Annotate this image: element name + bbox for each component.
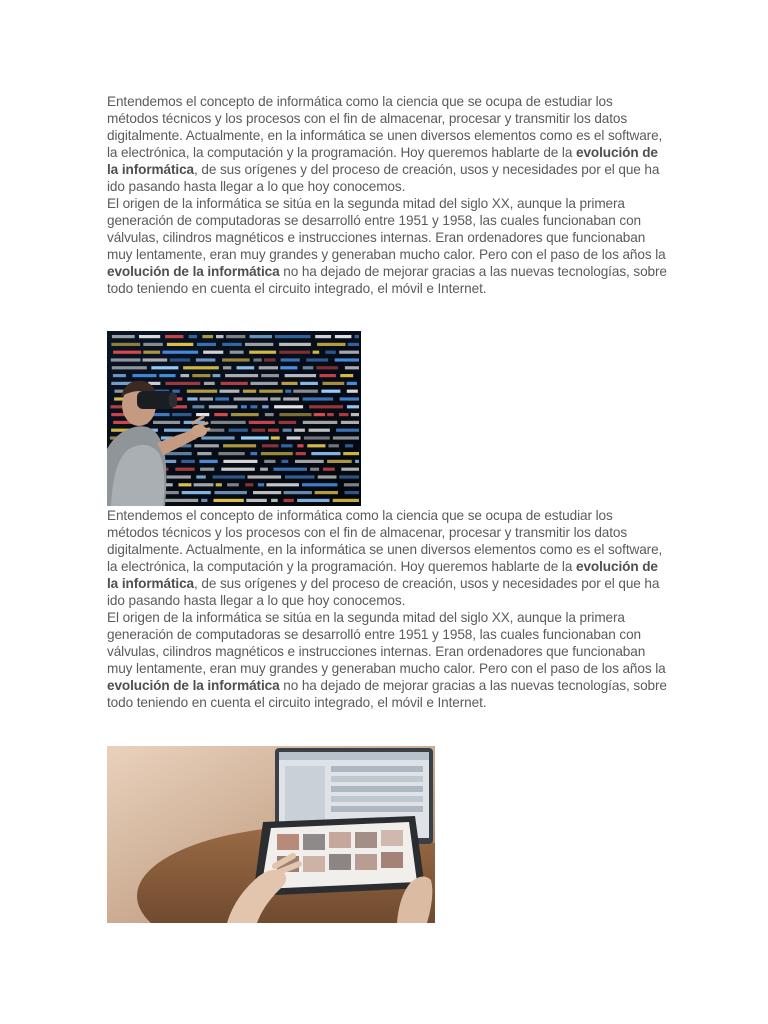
code-token	[222, 358, 250, 361]
code-token	[355, 335, 359, 338]
code-token	[297, 499, 329, 502]
code-token	[347, 405, 359, 408]
code-token	[347, 390, 358, 393]
bold-phrase: evolución de la informática	[107, 145, 658, 177]
code-token	[315, 335, 331, 338]
code-token	[179, 483, 192, 486]
code-token	[253, 358, 261, 361]
code-token	[340, 397, 359, 400]
code-token	[351, 413, 359, 416]
code-token	[213, 374, 221, 377]
code-token	[315, 491, 338, 494]
code-token	[251, 405, 258, 408]
code-token	[345, 366, 359, 369]
code-token	[344, 483, 359, 486]
code-token	[271, 436, 280, 439]
code-token	[216, 335, 224, 338]
code-token	[143, 358, 168, 361]
code-token	[264, 358, 276, 361]
code-token	[245, 483, 253, 486]
code-token	[199, 460, 217, 463]
code-token	[336, 429, 359, 432]
code-token	[284, 491, 312, 494]
bold-phrase: evolución de la informática	[107, 559, 658, 591]
code-token	[234, 397, 268, 400]
code-token	[209, 405, 238, 408]
code-token	[339, 351, 359, 354]
bold-phrase: evolución de la informática	[107, 678, 280, 693]
code-token	[163, 351, 199, 354]
code-token	[172, 413, 191, 416]
paragraph-text: Entendemos el concepto de informática como la ciencia que se ocupa de estudiar los métodos técnicos y los procesos con el fin de almacenar, procesar y transmitir los datos digitalmente. Actualmente, en la informática se unen diversos elementos como es el software, la electrónica, la computación y la programación. Hoy queremos hablarte de la	[107, 94, 663, 160]
code-token	[215, 491, 247, 494]
paragraph-text: El origen de la informática se sitúa en la segunda mitad del siglo XX, aunque la primera generación de computadoras se desarrolló entre 1951 y 1958, las cuales funcionaban con válvulas, cilindros magnéticos e instrucciones internas. Eran ordenadores que funcionaban muy lentamente, eran muy grandes y generaban mucho calor. Pero con el paso de los años la	[107, 196, 666, 262]
code-token	[111, 343, 140, 346]
code-token	[274, 405, 303, 408]
code-token	[303, 397, 334, 400]
code-token	[310, 468, 319, 471]
code-token	[253, 491, 281, 494]
code-token	[258, 483, 264, 486]
code-token	[189, 335, 197, 338]
code-token	[213, 475, 245, 478]
code-token	[181, 374, 190, 377]
photo-tablet-hands	[107, 746, 435, 923]
code-token	[320, 374, 336, 377]
bold-phrase: evolución de la informática	[107, 264, 280, 279]
code-token	[260, 468, 268, 471]
code-token	[341, 421, 359, 424]
code-token	[271, 499, 278, 502]
code-token	[113, 351, 141, 354]
code-token	[196, 475, 206, 478]
code-token	[281, 358, 300, 361]
tablet-illustration	[107, 746, 435, 923]
code-token	[327, 460, 352, 463]
code-token	[231, 413, 259, 416]
code-token	[249, 351, 276, 354]
code-token	[279, 343, 311, 346]
code-token	[223, 460, 257, 463]
code-token	[113, 374, 126, 377]
code-token	[264, 460, 275, 463]
paragraph-text: no ha dejado de mejorar gracias a las nuevas tecnologías, sobre todo teniendo en cuenta el circuito integrado, el móvil e Internet.	[107, 264, 667, 296]
code-token	[216, 483, 222, 486]
code-token	[261, 452, 293, 455]
code-token	[295, 460, 324, 463]
code-token	[262, 444, 279, 447]
code-token	[309, 429, 330, 432]
code-token	[202, 335, 213, 338]
code-token	[309, 405, 343, 408]
code-token	[261, 374, 279, 377]
code-token	[268, 429, 279, 432]
code-token	[165, 382, 200, 385]
text-block-2	[107, 507, 667, 711]
code-token	[318, 475, 337, 478]
code-token	[248, 475, 282, 478]
code-token	[303, 366, 314, 369]
code-token	[182, 491, 211, 494]
code-token	[293, 390, 318, 393]
code-token	[325, 351, 335, 354]
code-token	[333, 499, 359, 502]
paragraph-text: El origen de la informática se sitúa en la segunda mitad del siglo XX, aunque la primera generación de computadoras se desarrolló entre 1951 y 1958, las cuales funcionaban con válvulas, cilindros magnéticos e instrucciones internas. Eran ordenadores que funcionaban muy lentamente, eran muy grandes y generaban mucho calor. Pero con el paso de los años la	[107, 610, 666, 676]
code-token	[181, 460, 195, 463]
code-token	[221, 468, 255, 471]
code-token	[262, 405, 269, 408]
paragraph-origin	[107, 609, 667, 711]
code-token	[192, 374, 210, 377]
code-token	[297, 444, 303, 447]
code-token	[143, 343, 163, 346]
code-token	[139, 335, 160, 338]
code-token	[339, 413, 349, 416]
code-token	[170, 358, 190, 361]
code-token	[200, 397, 213, 400]
code-token	[251, 452, 258, 455]
code-token	[345, 444, 353, 447]
code-token	[241, 436, 269, 439]
code-token	[283, 429, 292, 432]
code-token	[280, 366, 297, 369]
code-token	[345, 491, 360, 494]
paragraph-text: no ha dejado de mejorar gracias a las nuevas tecnologías, sobre todo teniendo en cuenta el circuito integrado, el móvil e Internet.	[107, 678, 667, 710]
code-token	[259, 366, 278, 369]
code-token	[287, 436, 301, 439]
code-token	[294, 429, 305, 432]
code-token	[196, 358, 216, 361]
code-token	[167, 475, 191, 478]
code-token	[281, 444, 292, 447]
code-vr-illustration	[107, 331, 361, 506]
code-token	[279, 421, 297, 424]
code-token	[275, 335, 311, 338]
text-block-1	[107, 93, 667, 297]
code-token	[151, 366, 178, 369]
paragraph-text: Entendemos el concepto de informática como la ciencia que se ocupa de estudiar los métodos técnicos y los procesos con el fin de almacenar, procesar y transmitir los datos digitalmente. Actualmente, en la informática se unen diversos elementos como es el software, la electrónica, la computación y la programación. Hoy queremos hablarte de la	[107, 508, 663, 574]
photo-code-vr	[107, 331, 361, 506]
code-token	[296, 452, 306, 455]
code-token	[313, 351, 320, 354]
code-token	[133, 374, 157, 377]
code-token	[265, 413, 274, 416]
code-token	[285, 374, 317, 377]
code-token	[203, 351, 223, 354]
code-token	[112, 335, 135, 338]
code-token	[211, 421, 246, 424]
code-token	[164, 429, 192, 432]
code-token	[175, 468, 194, 471]
code-token	[311, 452, 340, 455]
code-token	[187, 390, 217, 393]
code-token	[204, 382, 215, 385]
code-token	[197, 343, 216, 346]
code-token	[329, 444, 339, 447]
code-token	[285, 475, 315, 478]
code-token	[214, 499, 244, 502]
code-token	[172, 390, 180, 393]
paragraph-definition	[107, 507, 667, 609]
code-token	[112, 366, 147, 369]
paragraph-origin	[107, 195, 667, 297]
code-token	[167, 343, 193, 346]
code-token	[230, 351, 244, 354]
code-token	[316, 366, 338, 369]
code-token	[223, 444, 256, 447]
code-token	[252, 429, 266, 432]
code-token	[165, 335, 183, 338]
code-token	[314, 413, 326, 416]
code-token	[317, 343, 345, 346]
code-token	[187, 397, 197, 400]
paragraph-text: , de sus orígenes y del proceso de creación, usos y necesidades por el que ha ido pasando hasta llegar a lo que hoy conocemos.	[107, 162, 660, 194]
code-token	[241, 405, 247, 408]
code-token	[159, 374, 175, 377]
code-token	[304, 436, 330, 439]
code-token	[306, 358, 328, 361]
code-token	[226, 335, 245, 338]
code-token	[327, 413, 334, 416]
code-token	[251, 382, 278, 385]
code-token	[194, 483, 214, 486]
code-token	[183, 366, 219, 369]
code-token	[229, 429, 248, 432]
code-token	[279, 413, 311, 416]
code-token	[164, 499, 198, 502]
code-token	[200, 468, 214, 471]
code-token	[282, 460, 289, 463]
code-token	[302, 483, 337, 486]
code-token	[194, 444, 219, 447]
code-token	[153, 421, 180, 424]
code-token	[221, 382, 248, 385]
code-token	[335, 335, 352, 338]
code-token	[214, 413, 227, 416]
code-token	[274, 468, 308, 471]
code-token	[283, 397, 299, 400]
code-token	[201, 499, 207, 502]
code-token	[333, 436, 359, 439]
code-token	[300, 382, 318, 385]
code-token	[223, 366, 231, 369]
code-token	[215, 397, 229, 400]
code-token	[225, 374, 258, 377]
code-token	[143, 351, 160, 354]
code-token	[321, 390, 340, 393]
code-token	[303, 421, 338, 424]
code-token	[335, 358, 359, 361]
code-token	[348, 343, 359, 346]
code-token	[201, 436, 234, 439]
code-token	[343, 452, 359, 455]
code-token	[218, 452, 244, 455]
code-token	[259, 390, 283, 393]
code-token	[245, 343, 273, 346]
code-token	[192, 405, 204, 408]
code-token	[222, 343, 242, 346]
code-token	[347, 382, 357, 385]
code-token	[341, 468, 359, 471]
code-token	[339, 475, 359, 478]
code-token	[249, 421, 275, 424]
code-token	[197, 452, 211, 455]
code-token	[243, 390, 256, 393]
code-token	[323, 382, 345, 385]
paragraph-text: , de sus orígenes y del proceso de creación, usos y necesidades por el que ha ido pasando hasta llegar a lo que hoy conocemos.	[107, 576, 660, 608]
code-token	[270, 397, 280, 400]
code-token	[323, 468, 335, 471]
code-token	[266, 483, 299, 486]
code-token	[237, 366, 255, 369]
code-token	[250, 335, 273, 338]
code-token	[284, 499, 294, 502]
code-token	[340, 374, 353, 377]
code-token	[355, 460, 359, 463]
code-token	[111, 358, 141, 361]
paragraph-definition	[107, 93, 667, 195]
code-token	[307, 444, 325, 447]
code-token	[246, 499, 266, 502]
code-token	[279, 351, 310, 354]
code-token	[285, 390, 291, 393]
code-token	[220, 390, 240, 393]
code-token	[227, 483, 239, 486]
code-token	[282, 382, 298, 385]
